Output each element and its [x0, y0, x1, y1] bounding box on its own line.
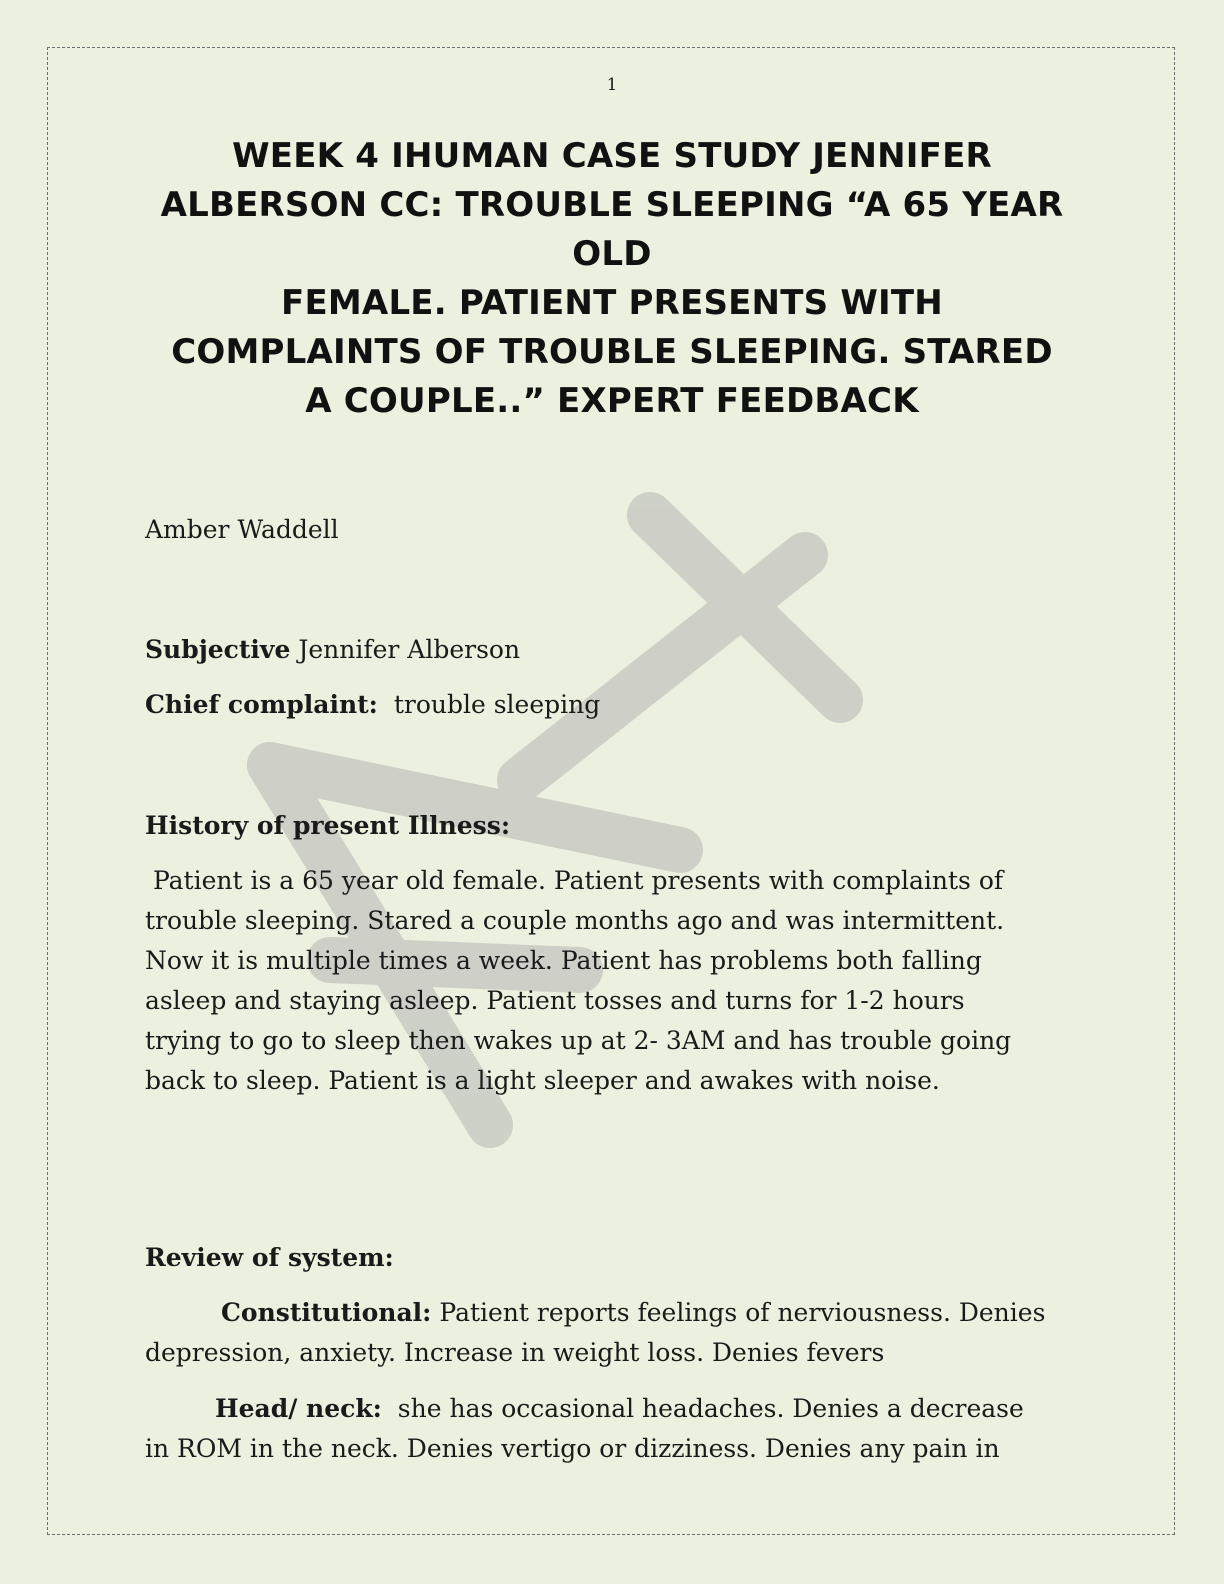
title-line: FEMALE. PATIENT PRESENTS WITH [281, 283, 943, 323]
ros-head-neck [145, 1389, 1095, 1469]
ros-heading: Review of system: [145, 1243, 394, 1272]
constitutional-label: Constitutional: [221, 1298, 432, 1327]
constitutional-line-2: depression, anxiety. Increase in weight loss. Denies fevers [145, 1338, 885, 1367]
document-title [110, 132, 1114, 426]
subjective-label: Subjective [145, 635, 291, 664]
chief-complaint-value: trouble sleeping [377, 690, 601, 719]
title-line: A COUPLE..” EXPERT FEEDBACK [305, 381, 919, 421]
constitutional-text: Patient reports feelings of nerviousness. Denies [431, 1298, 1046, 1327]
constitutional-line-1 [145, 1293, 1095, 1333]
hpi-line: trouble sleeping. Stared a couple months ago and was intermittent. [145, 906, 1005, 935]
title-line: COMPLAINTS OF TROUBLE SLEEPING. STARED [171, 332, 1053, 372]
hpi-line: Now it is multiple times a week. Patient has problems both falling [145, 946, 982, 975]
hpi-line: back to sleep. Patient is a light sleeper and awakes with noise. [145, 1066, 940, 1095]
head-neck-line-2: in ROM in the neck. Denies vertigo or dizziness. Denies any pain in [145, 1434, 1000, 1463]
title-line: OLD [572, 234, 652, 274]
chief-complaint-line [145, 685, 1095, 725]
head-neck-label: Head/ neck: [215, 1394, 382, 1423]
subjective-line [145, 630, 1095, 670]
title-line: WEEK 4 IHUMAN CASE STUDY JENNIFER [232, 136, 992, 176]
head-neck-line-1 [145, 1389, 1095, 1429]
ros-constitutional [145, 1293, 1095, 1373]
hpi-line: trying to go to sleep then wakes up at 2- 3AM and has trouble going [145, 1026, 1012, 1055]
chief-complaint-label: Chief complaint: [145, 690, 378, 719]
author-name: Amber Waddell [145, 515, 339, 544]
hpi-heading: History of present Illness: [145, 811, 511, 840]
subjective-value: Jennifer Alberson [290, 635, 521, 664]
page-number: 1 [606, 75, 618, 95]
hpi-line: Patient is a 65 year old female. Patient presents with complaints of [145, 866, 1004, 895]
hpi-line: asleep and staying asleep. Patient tosses and turns for 1-2 hours [145, 986, 965, 1015]
head-neck-text: she has occasional headaches. Denies a decrease [381, 1394, 1024, 1423]
hpi-paragraph [145, 861, 1095, 1101]
title-line: ALBERSON CC: TROUBLE SLEEPING “A 65 YEAR [160, 185, 1064, 225]
